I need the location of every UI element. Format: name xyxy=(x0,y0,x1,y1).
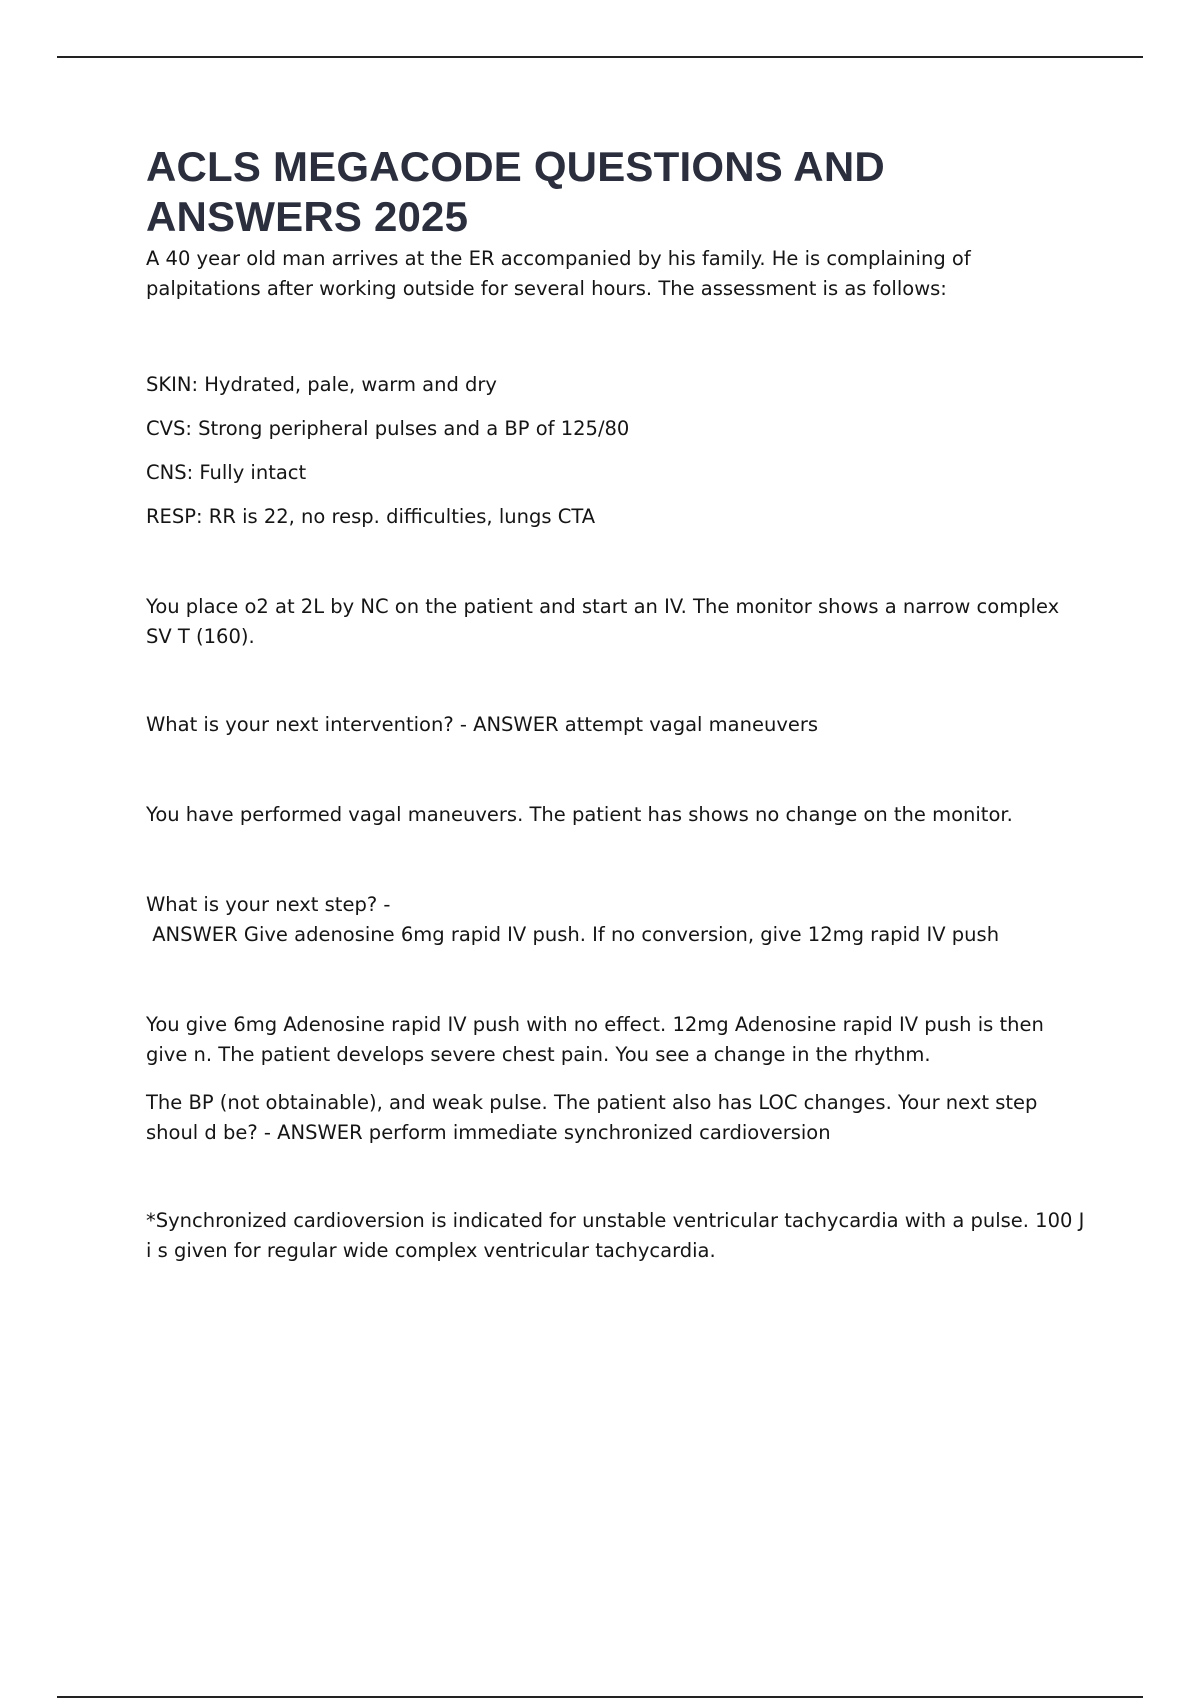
assessment-cns: CNS: Fully intact xyxy=(146,461,307,484)
footnote-paragraph: *Synchronized cardioversion is indicated for unstable ventricular tachycardia with a pulse. 100 J i s given for regular wide complex ventricular tachycardia. xyxy=(146,1209,1091,1262)
bottom-divider xyxy=(57,1696,1143,1698)
answer-2: ANSWER Give adenosine 6mg rapid IV push. If no conversion, give 12mg rapid IV push xyxy=(146,923,1000,946)
intro-paragraph: A 40 year old man arrives at the ER accompanied by his family. He is complaining of palpitations after working outside for several hours. The assessment is as follows: xyxy=(146,247,977,300)
document-title: ACLS MEGACODE QUESTIONS AND ANSWERS 2025 xyxy=(146,143,885,240)
assessment-resp: RESP: RR is 22, no resp. difficulties, lungs CTA xyxy=(146,505,596,528)
assessment-cvs: CVS: Strong peripheral pulses and a BP of 125/80 xyxy=(146,417,630,440)
document-body xyxy=(146,142,1091,1266)
question-answer-3: The BP (not obtainable), and weak pulse. The patient also has LOC changes. Your next step shoul d be? - ANSWER perform immediate synchronized cardioversion xyxy=(146,1091,1044,1144)
question-answer-1: What is your next intervention? - ANSWER attempt vagal maneuvers xyxy=(146,713,819,736)
scenario-paragraph-3: You give 6mg Adenosine rapid IV push with no effect. 12mg Adenosine rapid IV push is then give n. The patient develops severe chest pain. You see a change in the rhythm. xyxy=(146,1013,1051,1066)
scenario-paragraph-1: You place o2 at 2L by NC on the patient and start an IV. The monitor shows a narrow complex SV T (160). xyxy=(146,595,1066,648)
scenario-paragraph-2: You have performed vagal maneuvers. The patient has shows no change on the monitor. xyxy=(146,803,1013,826)
question-2: What is your next step? - xyxy=(146,893,391,916)
question-answer-2 xyxy=(146,890,1086,950)
assessment-skin: SKIN: Hydrated, pale, warm and dry xyxy=(146,373,497,396)
top-divider xyxy=(57,56,1143,58)
